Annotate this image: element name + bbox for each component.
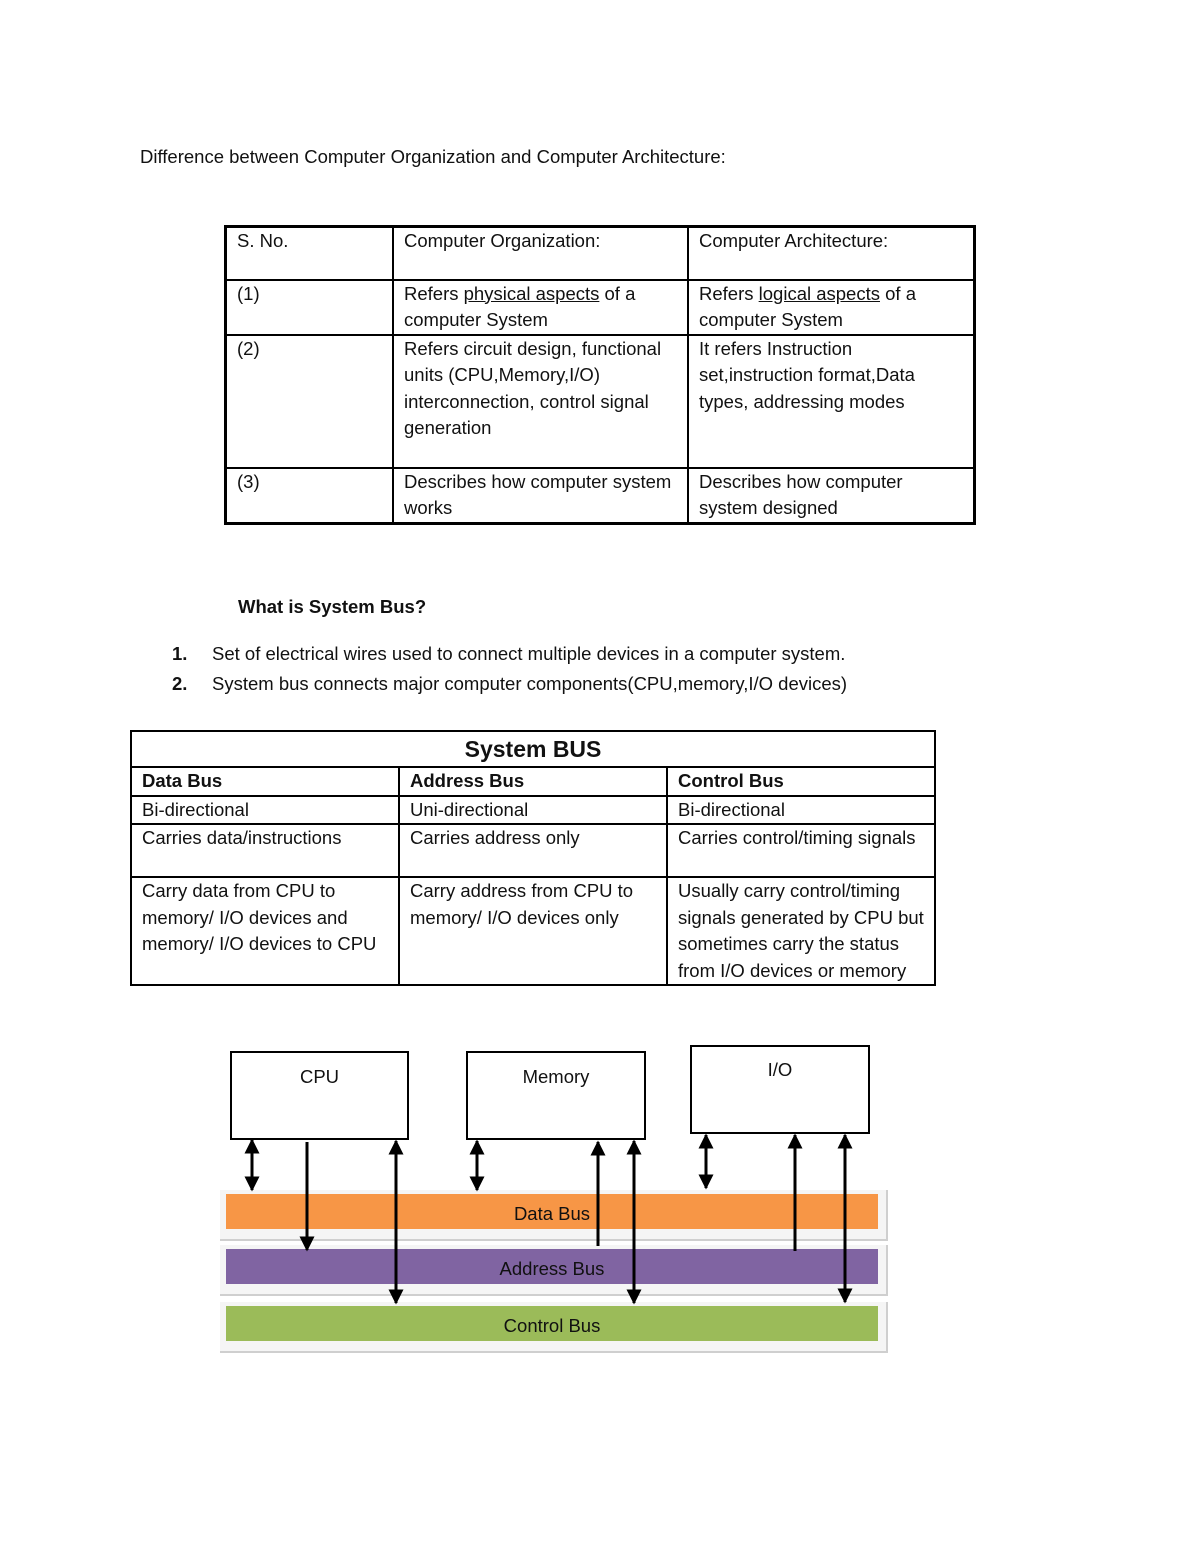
row-architecture: Describes how computer system designed [688,468,975,524]
system-bus-title: What is System Bus? [238,596,427,617]
header-sno: S. No. [226,227,394,280]
memory-box: Memory [466,1051,646,1140]
underlined-term: physical aspects [463,282,600,304]
list-number: 2. [172,673,188,694]
cell: Bi-directional [667,796,935,825]
cell: Carries address only [399,824,667,877]
header-organization: Computer Organization: [393,227,688,280]
header-data-bus: Data Bus [131,767,399,796]
cell: Carry data from CPU to memory/ I/O devices and memory/ I/O devices to CPU [131,877,399,985]
row-organization: Describes how computer system works [393,468,688,524]
header-architecture: Computer Architecture: [688,227,975,280]
row-organization: Refers circuit design, functional units (CPU,Memory,I/O) interconnection, control signal generation [393,335,688,468]
header-control-bus: Control Bus [667,767,935,796]
bus-table-title: System BUS [131,731,935,767]
header-address-bus: Address Bus [399,767,667,796]
row-organization: Refers physical aspects of a computer System [393,280,688,335]
cpu-box: CPU [230,1051,409,1140]
cell: Usually carry control/timing signals generated by CPU but sometimes carry the status from I/O devices or memory [667,877,935,985]
data-bus-bar: Data Bus [226,1194,878,1229]
row-architecture: Refers logical aspects of a computer System [688,280,975,335]
list-number: 1. [172,643,188,664]
page-heading: Difference between Computer Organization and Computer Architecture: [140,146,726,167]
row-sno: (2) [226,335,394,468]
cell: Carries data/instructions [131,824,399,877]
list-text: Set of electrical wires used to connect multiple devices in a computer system. [212,643,846,664]
cell: Uni-directional [399,796,667,825]
underlined-term: logical aspects [758,282,880,304]
cell: Carry address from CPU to memory/ I/O devices only [399,877,667,985]
io-box: I/O [690,1045,870,1134]
cell: Bi-directional [131,796,399,825]
row-sno: (1) [226,280,394,335]
list-text: System bus connects major computer components(CPU,memory,I/O devices) [212,673,848,694]
cell: Carries control/timing signals [667,824,935,877]
row-architecture: It refers Instruction set,instruction format,Data types, addressing modes [688,335,975,468]
row-sno: (3) [226,468,394,524]
control-bus-bar: Control Bus [226,1306,878,1341]
address-bus-bar: Address Bus [226,1249,878,1284]
